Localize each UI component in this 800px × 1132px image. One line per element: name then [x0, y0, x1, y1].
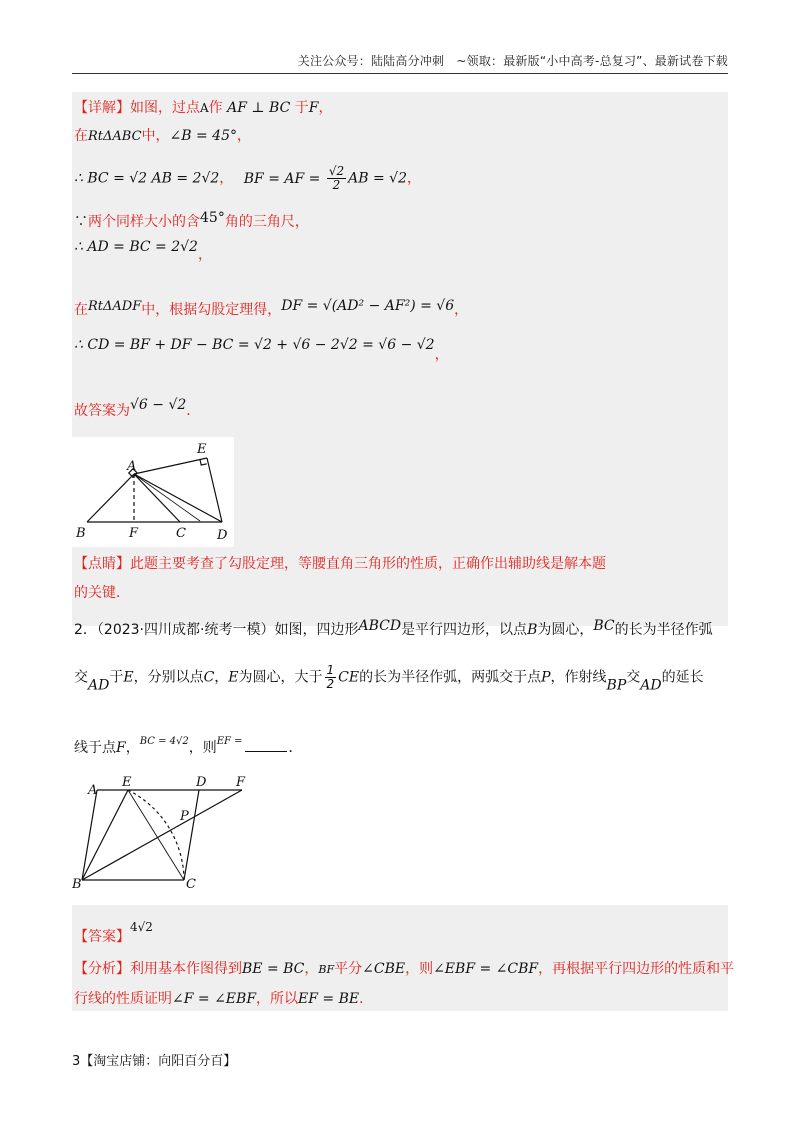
solution-line-2: 在RtΔABC中，∠B = 45°，: [74, 128, 251, 144]
analysis-line-2: 行线的性质证明∠F = ∠EBF，所以EF = BE．: [74, 991, 374, 1007]
answer-blank: [245, 739, 287, 752]
solution-line-6: 在RtΔADF中，根据勾股定理得，DF = √(AD² − AF²) = √6，: [74, 298, 469, 318]
solution-line-1: 【详解】如图，过点A作 AF ⊥ BC 于F，: [74, 100, 333, 116]
label-b: B: [76, 526, 86, 541]
fraction: $\frac{√2}{2}$: [328, 164, 345, 192]
answer-tag: 【答案】: [74, 929, 130, 945]
label-d: D: [196, 775, 207, 790]
comment-tag: 【点睛】: [74, 556, 130, 572]
page-footer: 3【淘宝店铺：向阳百分百】: [72, 1054, 237, 1069]
comment-line-1: 【点睛】此题主要考查了勾股定理，等腰直角三角形的性质，正确作出辅助线是解本题: [74, 556, 606, 572]
detail-tag: 【详解】: [74, 100, 130, 116]
solution-line-7: ∴ CD = BF + DF − BC = √2 + √6 − 2√2 = √6 − √2，: [74, 337, 449, 363]
figure-1-triangles: [72, 437, 234, 547]
ray-bp: [82, 790, 242, 880]
figure-1-background: [72, 437, 234, 547]
analysis-tag: 【分析】: [74, 961, 130, 977]
label-c: C: [186, 877, 196, 892]
fraction-half: $\frac{1}{2}$: [326, 663, 335, 691]
label-e: E: [122, 775, 132, 790]
solution-line-8: 故答案为√6 − √2．: [74, 397, 201, 419]
question-2-line-1: 2．（2023·四川成都·统考一模）如图，四边形ABCD是平行四边形，以点B为圆心，BC的长为半径作弧: [74, 618, 713, 638]
answer-value: 4√2: [130, 920, 153, 934]
figure-2-parallelogram: [72, 772, 262, 894]
label-f: F: [129, 526, 139, 541]
label-e: E: [197, 442, 207, 457]
label-a: A: [88, 783, 98, 798]
label-c: C: [176, 526, 186, 541]
label-b: B: [72, 877, 82, 892]
segment-ec: [128, 790, 184, 880]
question-2-line-2: 交AD于E，分别以点C，E为圆心，大于 $\frac{1}{2}$ CE的长为半径作弧，两弧交于点P，作射线BP交AD的延长: [74, 663, 704, 694]
comment-line-2: 的关键．: [74, 585, 130, 601]
analysis-line-1: 【分析】利用基本作图得到BE = BC，BF平分∠CBE，则∠EBF = ∠CBF，再根据平行四边形的性质和平: [74, 961, 735, 977]
solution-line-4: ∵两个同样大小的含45°角的三角尺，: [74, 210, 309, 230]
answer-line: [74, 916, 153, 948]
solution-line-3: ∴ BC = √2 AB = 2√2， BF = AF = $\frac{√2}{2}$ AB = √2，: [74, 164, 421, 192]
page-header: 关注公众号：陆陆高分冲刺 ~领取：最新版“小中高考-总复习”、最新试卷下载: [297, 54, 728, 68]
header-rule: [72, 73, 728, 74]
question-2-line-3: 线于点F，$^{BC = 4√2}$，则$^{EF =}$ ．: [74, 736, 303, 756]
label-f: F: [236, 775, 246, 790]
solution-line-5: ∴ AD = BC = 2√2，: [74, 239, 212, 263]
label-p: P: [180, 809, 189, 824]
label-d: D: [217, 528, 228, 543]
segment-dc: [184, 790, 199, 880]
label-a: A: [127, 459, 137, 474]
